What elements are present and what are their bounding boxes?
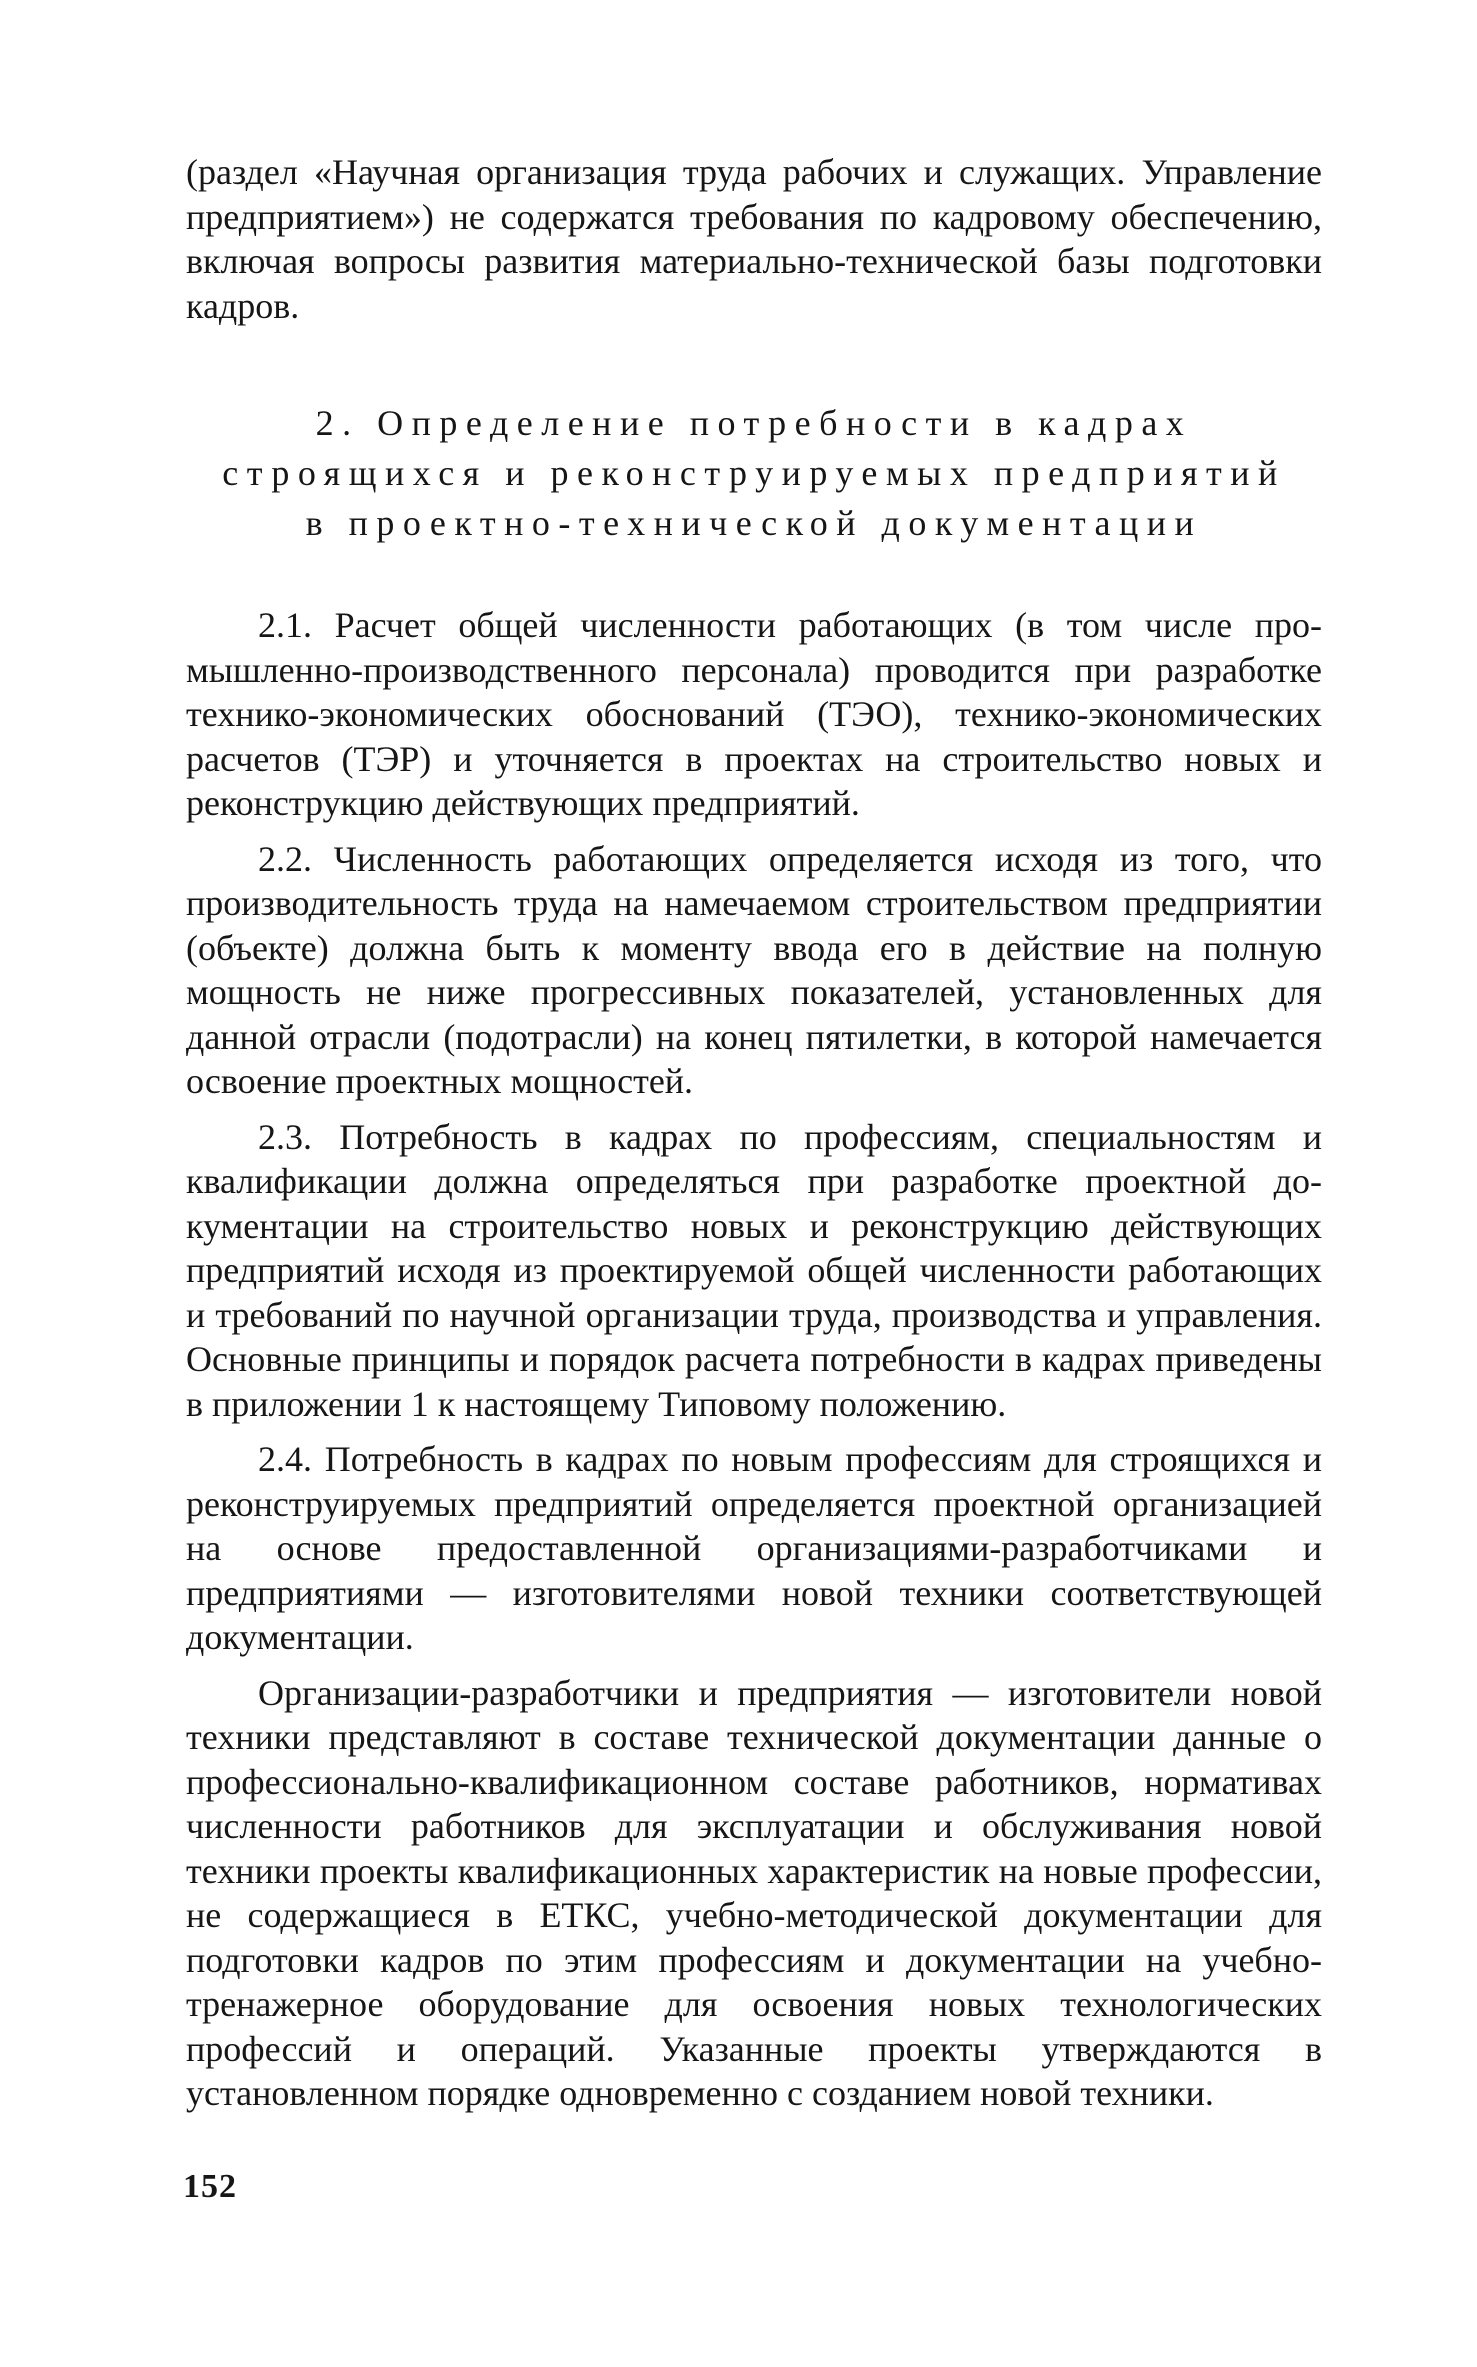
paragraph-2-2: 2.2. Численность работающих определяется исходя из того, что производительность труда на намечаемом строительством предприятии (объекте) должна быть к моменту ввода его в действие на полную мощность не ниже прогрессивных показателей, установленных для данной отрасли (подотрасли) на конец пятилетки, в которой намечается освоение проектных мощностей. <box>186 838 1322 1101</box>
intro-paragraph: (раздел «Научная организация труда рабочих и служащих. Управление предприятием») не содержатся требования по кадровому обеспечению, включая вопросы развития материально-технической базы подготовки кадров. <box>186 152 1322 326</box>
section-heading-line-3: в проектно-технической документации <box>305 503 1203 543</box>
paragraph-2-1: 2.1. Расчет общей численности работающих (в том числе промышленно-производственного персонала) проводится при разработке технико-экономических обоснований (ТЭО), технико-экономических расчетов (ТЭР) и уточняется в проектах на строительство новых и реконструкцию действующих предприятий. <box>186 605 1322 823</box>
paragraph-2-3: 2.3. Потребность в кадрах по профессиям, специальностям и квалификации должна определяться при разработке проектной документации на строительство новых и реконструкцию действующих предприятий исходя из проектируемой общей численности работающих и требований по научной организации труда, производства и управления. Основные принципы и порядок расчета потребности в кадрах приведены в приложении 1 к настоящему Типовому положению. <box>186 1116 1322 1424</box>
paragraph-developers: Организации-разработчики и предприятия — изготовители новой техники представляют в составе технической документации данные о профессионально-квалификационном составе работников, нормативах численности работников для эксплуатации и обслуживания новой техники проекты квалификационных характеристик на новые профессии, не содержащиеся в ЕТКС, учебно-методической документации для подготовки кадров по этим профессиям и документации на учебно-тренажерное оборудование для освоения новых технологических профессий и операций. Указанные проекты утверждаются в установленном порядке одновременно с созданием новой техники. <box>186 1672 1322 2113</box>
document-page <box>186 150 1322 2116</box>
paragraph-2-4: 2.4. Потребность в кадрах по новым профессиям для строящихся и реконструируемых предприятий определяется проектной организацией на основе предоставленной организациями-разработчиками и предприятиями — изготовителями новой техники соответствующей документации. <box>186 1439 1322 1657</box>
section-heading <box>186 398 1322 548</box>
page-number: 152 <box>183 2168 237 2205</box>
section-heading-line-2: строящихся и реконструируемых предприятий <box>222 453 1286 493</box>
section-heading-line-1: 2. Определение потребности в кадрах <box>315 403 1193 443</box>
